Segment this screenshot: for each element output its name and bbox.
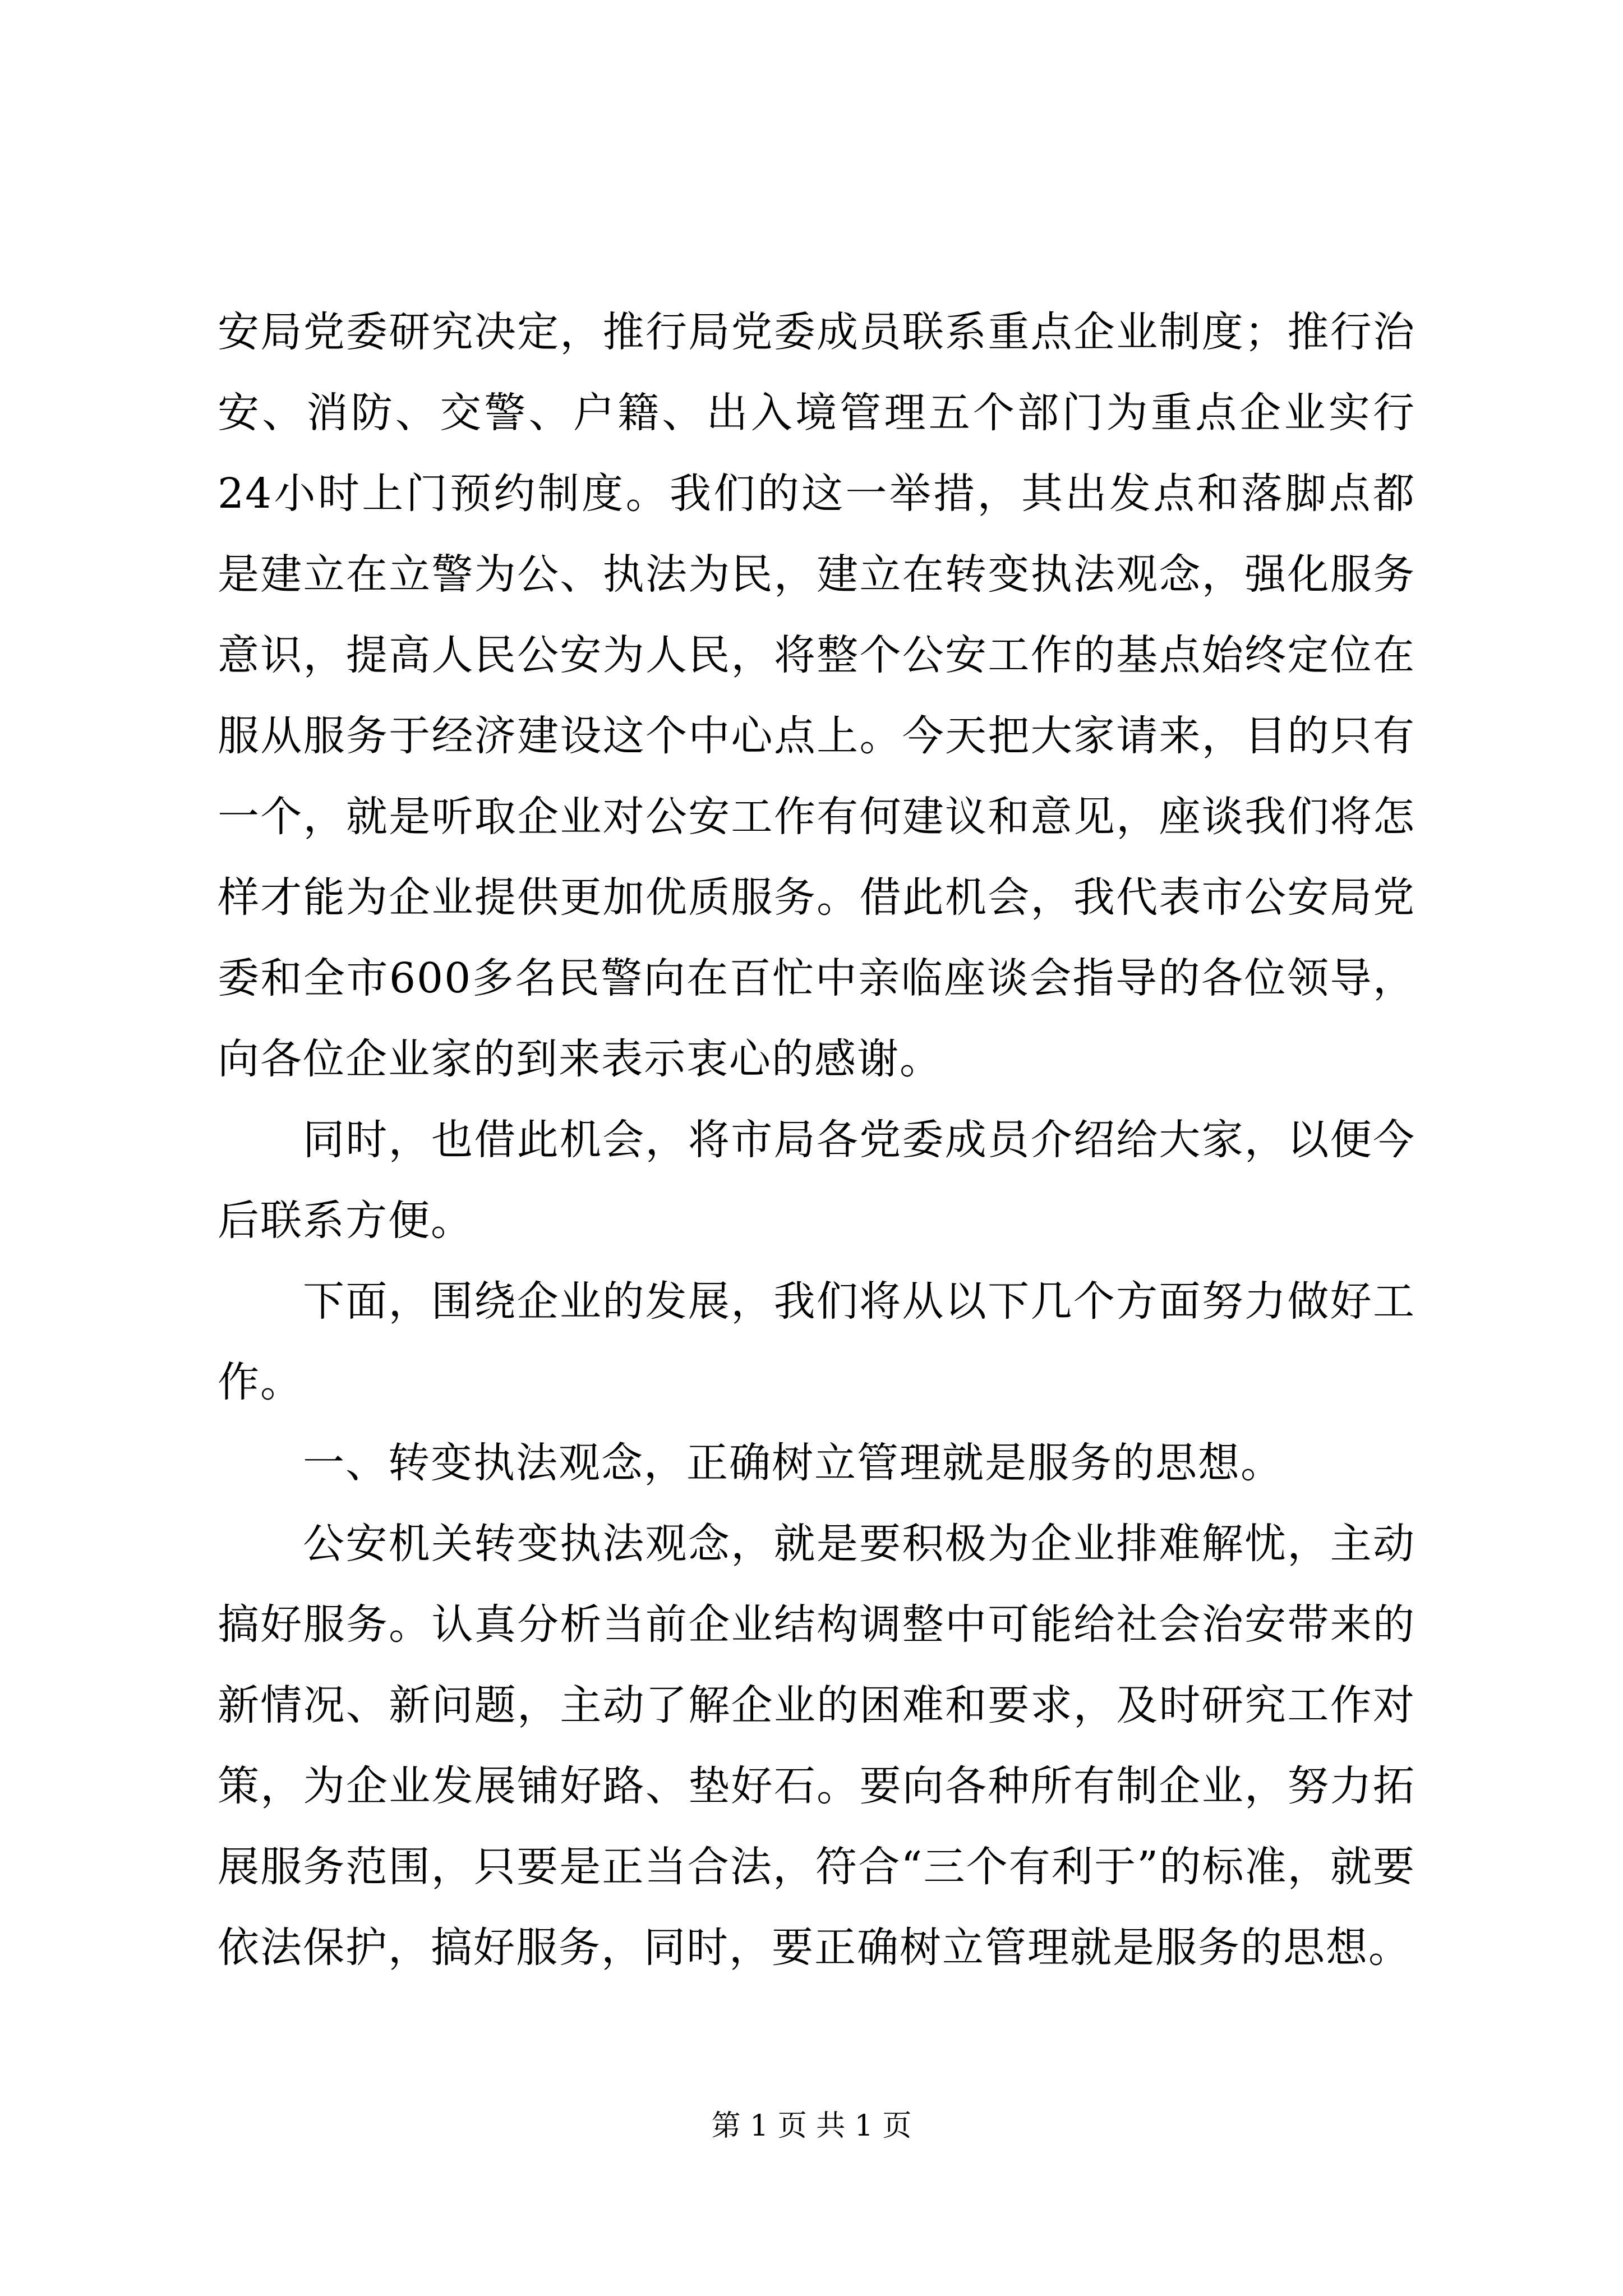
section-heading-1: 一、转变执法观念，正确树立管理就是服务的思想。 [303, 1439, 1283, 1487]
paragraph-section-1: 公安机关转变执法观念，就是要积极为企业排难解忧，主动搞好服务。认真分析当前企业结构调整中可能给社会治安带来的新情况、新问题，主动了解企业的困难和要求，及时研究工作对策，为企业发展铺好路、垫好石。要向各种所有制企业，努力拓展服务范围，只要是正当合法，符合“三个有利于”的标准，就要依法保护，搞好服务，同时，要正确树立管理就是服务的思想。 [218, 1520, 1415, 1972]
paragraph-introduction: 同时，也借此机会，将市局各党委成员介绍给大家，以便今后联系方便。 [218, 1116, 1415, 1245]
page-footer: 第 1 页 共 1 页 [711, 2109, 912, 2143]
paragraph-continuation: 安局党委研究决定，推行局党委成员联系重点企业制度；推行治安、消防、交警、户籍、出入境管理五个部门为重点企业实行24小时上门预约制度。我们的这一举措，其出发点和落脚点都是建立在立警为公、执法为民，建立在转变执法观念，强化服务意识，提高人民公安为人民，将整个公安工作的基点始终定位在服从服务于经济建设这个中心点上。今天把大家请来，目的只有一个，就是听取企业对公安工作有何建议和意见，座谈我们将怎样才能为企业提供更加优质服务。借此机会，我代表市公安局党委和全市600多名民警向在百忙中亲临座谈会指导的各位领导，向各位企业家的到来表示衷心的感谢。 [218, 308, 1415, 1083]
paragraph-transition: 下面，围绕企业的发展，我们将从以下几个方面努力做好工作。 [218, 1277, 1415, 1406]
document-body [218, 292, 1415, 1988]
